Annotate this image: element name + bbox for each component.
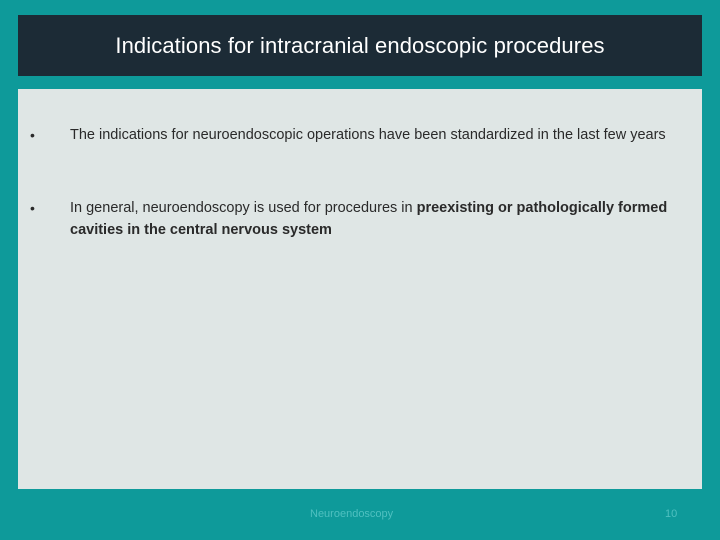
bullet-text: The indications for neuroendoscopic operations have been standardized in the last few years: [70, 127, 666, 143]
content-panel: [18, 89, 702, 489]
slide-title: Indications for intracranial endoscopic procedures: [115, 32, 605, 58]
bullet-text: [70, 197, 690, 241]
footer-text: Neuroendoscopy: [310, 508, 394, 520]
bullet-icon: •: [30, 200, 35, 216]
bullet-text-plain: In general, neuroendoscopy is used for procedures in: [70, 200, 417, 216]
bullet-icon: •: [30, 127, 35, 143]
bullet-text-bold: preexisting or pathologically formed cavities in the central nervous system: [70, 200, 668, 238]
page-number: 10: [665, 508, 678, 520]
title-bar: [18, 15, 702, 76]
